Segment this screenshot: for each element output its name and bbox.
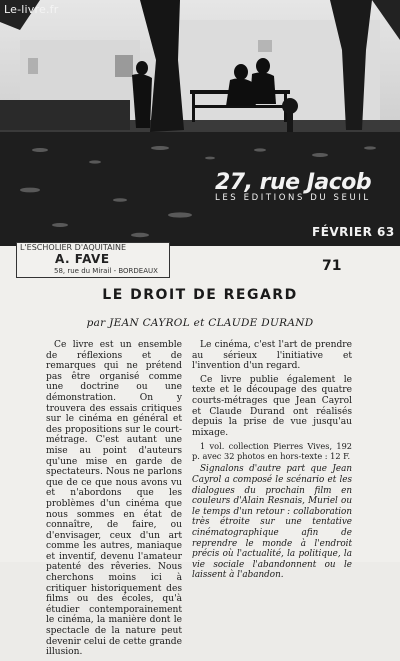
article-title: LE DROIT DE REGARD	[102, 287, 298, 303]
stamp-owner: A. FAVE	[55, 252, 110, 266]
cover-photo	[0, 0, 400, 246]
right-paragraph-2: Ce livre publie également le texte et le découpage des quatre courts-métrages que Jean Cayrol et Claude Durand ont réalisés depuis la prise de vue jusqu'au mixage.	[192, 374, 352, 438]
stamp-shop-name: L'ESCHOLIER D'AQUITAINE	[20, 243, 126, 252]
right-paragraph-1: Le cinéma, c'est l'art de prendre au sérieux l'initiative et l'invention d'un regard.	[192, 340, 352, 372]
watermark: Le-livre.fr	[4, 3, 59, 16]
publisher-brand	[215, 170, 371, 203]
bookseller-stamp	[16, 242, 170, 278]
page-number: 71	[322, 258, 342, 274]
right-column	[192, 340, 352, 584]
publication-note: 1 vol. collection Pierres Vives, 192 p. avec 32 photos en hors-texte : 12 F.	[192, 441, 352, 462]
left-column	[46, 340, 182, 661]
article-byline: par JEAN CAYROL et CLAUDE DURAND	[86, 317, 314, 329]
issue-date: FÉVRIER 63	[312, 225, 395, 239]
stamp-address: 58, rue du Mirail - BORDEAUX	[54, 267, 158, 275]
brand-subtitle: LES EDITIONS DU SEUIL	[215, 193, 371, 203]
left-column-text: Ce livre est un ensemble de réflexions et de remarques qui ne prétend pas être organisé comme une doctrine ou une démonstration. On y trouvera des essais critiques sur le cinéma en général et des propositions sur le court-métrage. C'est autant une mise au point d'auteurs qu'une mise en garde de spectateurs. Nous ne parlons que de ce que nous avons vu et n'abordons que les problèmes d'un cinéma que nous sommes en état de connaître, de faire, ou d'envisager, ceux d'un art comme les autres, maniaque et inventif, devenu l'amateur patenté des rêveries. Nous cherchons moins ici à critiquer historiquement des films ou des écoles, qu'à étudier contemporainement le cinéma, la manière dont le spectacle de la nature peut devenir celui de cette grande illusion.	[46, 340, 182, 658]
brand-title: 27, rue Jacob	[215, 170, 372, 195]
italic-announcement: Signalons d'autre part que Jean Cayrol a composé le scénario et les dialogues du prochain film en couleurs d'Alain Resnais, Muriel ou le temps d'un retour : collaboration très étroite sur une tentative cinématographique afin de reprendre le monde à l'endroit précis où l'actualité, la politique, la vie sociale l'abandonnent ou le laissent à l'abandon.	[192, 464, 352, 581]
photo-illustration	[0, 0, 400, 246]
